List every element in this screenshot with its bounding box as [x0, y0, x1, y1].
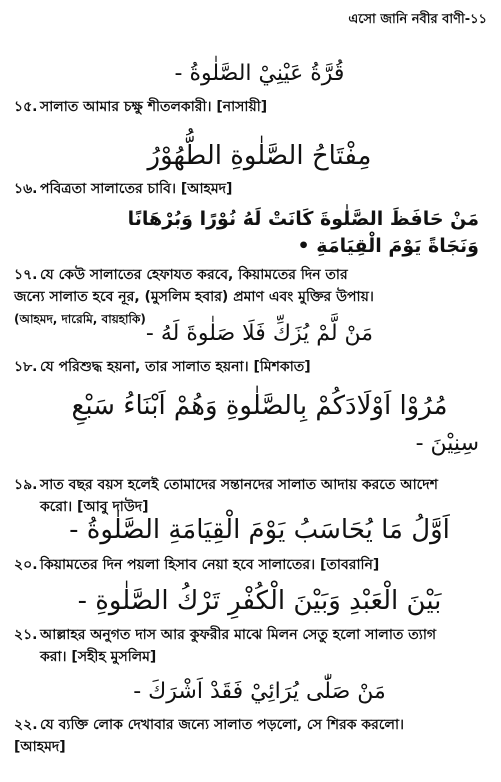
arabic-verse-2: مِفْتَاحُ الصَّلٰوةِ الطُّهُوْرُ — [147, 141, 372, 171]
entry-22 — [14, 714, 487, 758]
entry-20 — [14, 554, 487, 576]
arabic-verse-5b: سِنِيْنَ - — [415, 431, 479, 456]
entry-number: ১৭. — [14, 267, 38, 283]
entry-number: ১৮. — [14, 359, 38, 375]
arabic-verse-7: بَيْنَ الْعَبْدِ وَبَيْنَ الْكُفْرِ تَرْكُ الصَّلٰوةِ - — [77, 586, 442, 616]
entry-text-cont: করো। [আবু দাউদ] — [40, 499, 149, 515]
entry-text: পবিত্রতা সালাতের চাবি। [আহমদ] — [40, 181, 233, 197]
entry-text: যে কেউ সালাতের হেফাযত করবে, কিয়ামতের দিন তার — [40, 267, 348, 283]
arabic-verse-1: قُرَّةُ عَيْنِيْ الصَّلٰوةُ - — [174, 61, 345, 86]
entry-number: ২২. — [14, 717, 38, 733]
entry-number: ১৯. — [14, 477, 38, 493]
entry-number: ১৬. — [14, 181, 38, 197]
entry-18 — [14, 356, 487, 378]
arabic-verse-5a: مُرُوْا اَوْلَادَكُمْ بِالصَّلٰوةِ وَهُمْ اَبْنَاءُ سَبْعِ — [71, 391, 448, 421]
entry-text: যে ব্যক্তি লোক দেখাবার জন্যে সালাত পড়লো, সে শিরক করলো। — [40, 717, 405, 733]
entry-15 — [14, 96, 487, 118]
entry-number: ১৫. — [14, 99, 38, 115]
entry-text: কিয়ামতের দিন পয়লা হিসাব নেয়া হবে সালাতের। [তাবরানি] — [40, 557, 380, 573]
entry-source: [আহমদ] — [14, 739, 66, 755]
entry-text: যে পরিশুদ্ধ হয়না, তার সালাত হয়না। [মিশকাত] — [40, 359, 311, 375]
page-header: এসো জানি নবীর বাণী-১১ — [348, 12, 487, 27]
entry-text: সাত বছর বয়স হলেই তোমাদের সন্তানদের সালাত আদায় করতে আদেশ — [40, 477, 438, 493]
arabic-verse-3b: وَنَجَاةً يَوْمَ الْقِيَامَةِ • — [297, 235, 479, 257]
entry-text-cont: জন্যে সালাত হবে নূর, (মুসলিম হবার) প্রমাণ এবং মুক্তির উপায়। — [14, 289, 374, 305]
entry-text-cont: করা। [সহীহ মুসলিম] — [40, 649, 157, 665]
arabic-verse-6: اَوَّلُ مَا يُحَاسَبُ يَوْمَ الْقِيَامَةِ الصَّلٰوةُ - — [69, 515, 450, 545]
entry-number: ২১. — [14, 627, 38, 643]
entry-number: ২০. — [14, 557, 38, 573]
entry-16 — [14, 178, 487, 200]
entry-text: আল্লাহর অনুগত দাস আর কুফরীর মাঝে মিলন সেতু হলো সালাত ত্যাগ — [40, 627, 437, 643]
entry-source: (আহমদ, দারেমি, বায়হাকি) — [14, 312, 146, 326]
arabic-verse-8: مَنْ صَلّٰى يُرَائِيْ فَقَدْ اَشْرَكَ - — [133, 679, 386, 704]
arabic-verse-4: مَنْ لَّمْ يُزَكِّ فَلَا صَلٰوةَ لَهُ - — [145, 321, 374, 346]
entry-19 — [14, 474, 487, 518]
entry-text: সালাত আমার চক্ষু শীতলকারী। [নাসায়ী] — [40, 99, 268, 115]
entry-21 — [14, 624, 487, 668]
arabic-verse-3a: مَنْ حَافَظَ الصَّلٰوةَ كَانَتْ لَهُ نُوْرًا وَبُرْهَانًا — [127, 208, 479, 230]
